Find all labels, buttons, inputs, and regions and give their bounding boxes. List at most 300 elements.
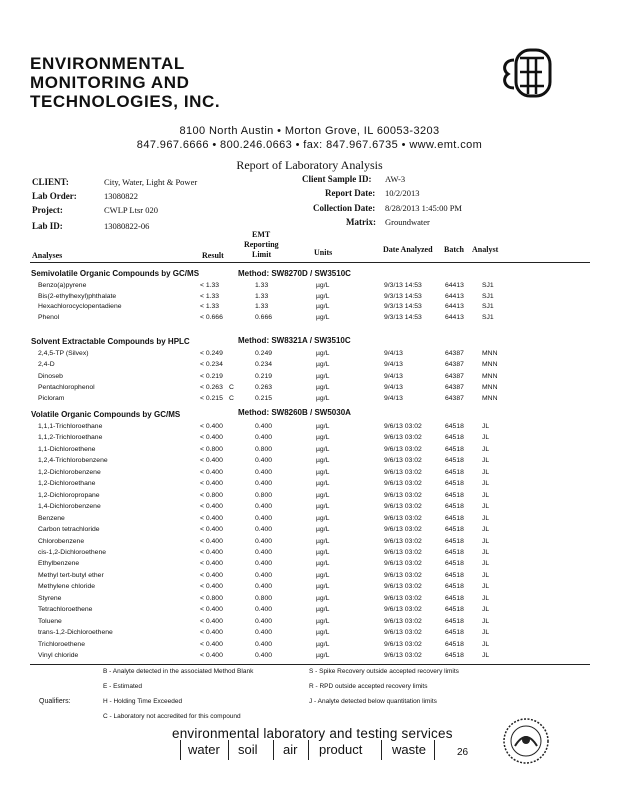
- units-cell: µg/L: [316, 617, 330, 625]
- service-air: air: [283, 742, 298, 757]
- units-cell: µg/L: [316, 292, 330, 300]
- table-row: [0, 503, 619, 514]
- units-cell: µg/L: [316, 383, 330, 391]
- analyst-cell: JL: [482, 526, 490, 534]
- units-cell: µg/L: [316, 652, 330, 659]
- date-analyzed-cell: 9/6/13 03:02: [384, 560, 422, 568]
- analyte-cell: Dinoseb: [38, 372, 63, 380]
- analyst-cell: SJ1: [482, 292, 494, 300]
- col-reporting: Reporting: [244, 240, 279, 249]
- units-cell: µg/L: [316, 480, 330, 488]
- table-row: [0, 526, 619, 537]
- batch-cell: 64387: [445, 361, 464, 369]
- table-row: [0, 293, 619, 304]
- batch-cell: 64518: [445, 468, 464, 476]
- report-title: Report of Laboratory Analysis: [236, 158, 383, 172]
- analyst-cell: JL: [482, 652, 490, 659]
- units-cell: µg/L: [316, 594, 330, 602]
- date-analyzed-cell: 9/6/13 03:02: [384, 617, 422, 625]
- batch-cell: 64413: [445, 313, 464, 321]
- date-analyzed-cell: 9/6/13 03:02: [384, 526, 422, 534]
- batch-cell: 64518: [445, 491, 464, 499]
- table-row: [0, 538, 619, 549]
- analyte-cell: 1,2-Dichloroethane: [38, 480, 96, 488]
- batch-cell: 64387: [445, 350, 464, 357]
- section-method: Method: SW8321A / SW3510C: [238, 336, 351, 345]
- table-row: [0, 395, 619, 406]
- date-analyzed-cell: 9/6/13 03:02: [384, 434, 422, 442]
- date-analyzed-cell: 9/6/13 03:02: [384, 629, 422, 637]
- result-cell: < 0.400: [200, 434, 223, 442]
- lab-order-label: Lab Order:: [32, 191, 77, 201]
- contact-numbers: 847.967.6666 • 800.246.0663 • fax: 847.967.6735 • www.emt.com: [136, 139, 483, 151]
- table-row: [0, 384, 619, 395]
- analyte-cell: Picloram: [38, 395, 65, 403]
- qualifier-e: E - Estimated: [103, 683, 143, 690]
- analyte-cell: Chlorobenzene: [38, 537, 85, 545]
- batch-cell: 64518: [445, 606, 464, 614]
- result-cell: < 0.400: [200, 423, 223, 430]
- footer-divider: [308, 740, 309, 760]
- units-cell: µg/L: [316, 372, 330, 380]
- analyst-cell: JL: [482, 503, 490, 511]
- qualifier-c: C - Laboratory not accredited for this compound: [103, 713, 241, 720]
- units-cell: µg/L: [316, 395, 330, 403]
- date-analyzed-cell: 9/6/13 03:02: [384, 594, 422, 602]
- result-cell: < 0.666: [200, 313, 223, 321]
- reporting-limit-cell: 1.33: [255, 292, 269, 300]
- result-cell: < 0.400: [200, 480, 223, 488]
- analyst-cell: SJ1: [482, 282, 494, 289]
- table-row: [0, 373, 619, 384]
- date-analyzed-cell: 9/3/13 14:53: [384, 282, 422, 289]
- col-date-analyzed: Date Analyzed: [383, 245, 433, 254]
- analyst-cell: JL: [482, 480, 490, 488]
- units-cell: µg/L: [316, 640, 330, 648]
- table-row: [0, 560, 619, 571]
- analyst-cell: MNN: [482, 395, 498, 403]
- lab-id-label: Lab ID:: [32, 221, 63, 231]
- units-cell: µg/L: [316, 526, 330, 534]
- analyte-cell: Methylene chloride: [38, 583, 96, 591]
- qualifier-cell: C: [229, 395, 234, 403]
- batch-cell: 64518: [445, 514, 464, 522]
- accreditation-seal-icon: [501, 716, 551, 766]
- date-analyzed-cell: 9/4/13: [384, 372, 403, 380]
- matrix-value: Groundwater: [385, 217, 430, 227]
- reporting-limit-cell: 0.400: [255, 526, 273, 534]
- date-analyzed-cell: 9/6/13 03:02: [384, 480, 422, 488]
- table-row: [0, 434, 619, 445]
- units-cell: µg/L: [316, 548, 330, 556]
- result-cell: < 0.400: [200, 503, 223, 511]
- table-row: [0, 515, 619, 526]
- reporting-limit-cell: 0.234: [255, 361, 273, 369]
- project-label: Project:: [32, 205, 63, 215]
- collection-date-value: 8/28/2013 1:45:00 PM: [385, 203, 462, 213]
- qualifier-b: B - Analyte detected in the associated Method Blank: [103, 668, 254, 675]
- matrix-label: Matrix:: [346, 217, 376, 227]
- reporting-limit-cell: 0.400: [255, 537, 273, 545]
- company-name: [30, 54, 220, 111]
- result-cell: < 0.263: [200, 383, 223, 391]
- units-cell: µg/L: [316, 434, 330, 442]
- qualifier-s: S - Spike Recovery outside accepted recovery limits: [309, 668, 459, 675]
- date-analyzed-cell: 9/6/13 03:02: [384, 457, 422, 465]
- analyst-cell: MNN: [482, 350, 498, 357]
- units-cell: µg/L: [316, 350, 330, 357]
- units-cell: µg/L: [316, 313, 330, 321]
- table-row: [0, 457, 619, 468]
- date-analyzed-cell: 9/6/13 03:02: [384, 606, 422, 614]
- reporting-limit-cell: 1.33: [255, 303, 269, 310]
- units-cell: µg/L: [316, 560, 330, 568]
- analyte-cell: Benzene: [38, 514, 65, 522]
- result-cell: < 0.249: [200, 350, 223, 357]
- qualifier-h: H - Holding Time Exceeded: [103, 698, 183, 705]
- footer-divider: [381, 740, 382, 760]
- result-cell: < 0.800: [200, 594, 223, 602]
- section-method: Method: SW8260B / SW5030A: [238, 408, 351, 417]
- result-cell: < 0.400: [200, 640, 223, 648]
- table-row: [0, 492, 619, 503]
- result-cell: < 0.400: [200, 468, 223, 476]
- analyte-cell: Hexachlorocyclopentadiene: [38, 303, 122, 310]
- result-cell: < 1.33: [200, 282, 220, 289]
- table-row: [0, 618, 619, 629]
- analyte-cell: 1,4-Dichlorobenzene: [38, 503, 101, 511]
- table-row: [0, 652, 619, 663]
- table-row: [0, 583, 619, 594]
- batch-cell: 64413: [445, 303, 464, 310]
- table-row: [0, 350, 619, 361]
- analyte-cell: Tetrachloroethene: [38, 606, 93, 614]
- reporting-limit-cell: 0.666: [255, 313, 273, 321]
- col-analyses: Analyses: [32, 251, 63, 260]
- date-analyzed-cell: 9/6/13 03:02: [384, 445, 422, 453]
- company-line-3: TECHNOLOGIES, INC.: [30, 92, 221, 111]
- batch-cell: 64518: [445, 617, 464, 625]
- table-row: [0, 595, 619, 606]
- date-analyzed-cell: 9/4/13: [384, 383, 403, 391]
- result-cell: < 0.800: [200, 491, 223, 499]
- table-row: [0, 469, 619, 480]
- batch-cell: 64518: [445, 434, 464, 442]
- reporting-limit-cell: 0.400: [255, 629, 273, 637]
- analyst-cell: JL: [482, 606, 490, 614]
- units-cell: µg/L: [316, 457, 330, 465]
- col-limit: Limit: [252, 250, 272, 259]
- table-row: [0, 641, 619, 652]
- result-cell: < 1.33: [200, 292, 220, 300]
- analyst-cell: JL: [482, 537, 490, 545]
- emt-logo-icon: [498, 46, 554, 102]
- col-batch: Batch: [444, 245, 464, 254]
- reporting-limit-cell: 0.215: [255, 395, 273, 403]
- units-cell: µg/L: [316, 629, 330, 637]
- units-cell: µg/L: [316, 583, 330, 591]
- reporting-limit-cell: 0.800: [255, 594, 273, 602]
- footer-divider: [273, 740, 274, 760]
- analyte-cell: 2,4-D: [38, 361, 55, 369]
- result-cell: < 0.400: [200, 560, 223, 568]
- analyst-cell: JL: [482, 583, 490, 591]
- batch-cell: 64518: [445, 629, 464, 637]
- analyte-cell: cis-1,2-Dichloroethene: [38, 548, 107, 556]
- result-cell: < 0.215: [200, 395, 223, 403]
- date-analyzed-cell: 9/3/13 14:53: [384, 303, 422, 310]
- units-cell: µg/L: [316, 282, 330, 289]
- analyte-cell: Vinyl chloride: [38, 652, 79, 659]
- units-cell: µg/L: [316, 445, 330, 453]
- date-analyzed-cell: 9/3/13 14:53: [384, 292, 422, 300]
- reporting-limit-cell: 0.800: [255, 491, 273, 499]
- report-date-label: Report Date:: [325, 188, 376, 198]
- result-cell: < 0.400: [200, 606, 223, 614]
- date-analyzed-cell: 9/6/13 03:02: [384, 503, 422, 511]
- analyst-cell: MNN: [482, 361, 498, 369]
- units-cell: µg/L: [316, 606, 330, 614]
- qualifier-cell: C: [229, 383, 234, 391]
- result-cell: < 0.219: [200, 372, 223, 380]
- service-product: product: [319, 742, 363, 757]
- table-row: [0, 314, 619, 325]
- analyst-cell: JL: [482, 617, 490, 625]
- lab-order-value: 13080822: [104, 191, 138, 201]
- batch-cell: 64518: [445, 583, 464, 591]
- section-method: Method: SW8270D / SW3510C: [238, 269, 351, 278]
- batch-cell: 64413: [445, 282, 464, 289]
- client-label: CLIENT:: [32, 177, 69, 187]
- batch-cell: 64518: [445, 526, 464, 534]
- analyst-cell: JL: [482, 491, 490, 499]
- col-result: Result: [202, 251, 224, 260]
- table-row: [0, 549, 619, 560]
- batch-cell: 64518: [445, 457, 464, 465]
- reporting-limit-cell: 0.400: [255, 652, 273, 659]
- reporting-limit-cell: 0.400: [255, 640, 273, 648]
- lab-id-value: 13080822-06: [104, 221, 150, 231]
- result-cell: < 0.400: [200, 617, 223, 625]
- reporting-limit-cell: 0.400: [255, 514, 273, 522]
- batch-cell: 64387: [445, 383, 464, 391]
- analyte-cell: Phenol: [38, 313, 60, 321]
- batch-cell: 64518: [445, 652, 464, 659]
- date-analyzed-cell: 9/6/13 03:02: [384, 537, 422, 545]
- table-row: [0, 303, 619, 314]
- reporting-limit-cell: 0.219: [255, 372, 273, 380]
- col-emt: EMT: [252, 230, 271, 239]
- footer-tagline: environmental laboratory and testing services: [172, 726, 453, 741]
- client-value: City, Water, Light & Power: [104, 177, 198, 187]
- service-soil: soil: [238, 742, 258, 757]
- project-value: CWLP Ltsr 020: [104, 205, 158, 215]
- analyst-cell: JL: [482, 457, 490, 465]
- batch-cell: 64518: [445, 445, 464, 453]
- reporting-limit-cell: 0.400: [255, 548, 273, 556]
- analyst-cell: JL: [482, 445, 490, 453]
- table-row: [0, 361, 619, 372]
- batch-cell: 64518: [445, 423, 464, 430]
- analyte-cell: Pentachlorophenol: [38, 383, 95, 391]
- analyst-cell: JL: [482, 514, 490, 522]
- reporting-limit-cell: 0.400: [255, 583, 273, 591]
- sample-id-value: AW-3: [385, 174, 406, 184]
- analyte-cell: Styrene: [38, 594, 62, 602]
- footer-divider: [434, 740, 435, 760]
- analyst-cell: JL: [482, 594, 490, 602]
- company-line-1: ENVIRONMENTAL: [30, 54, 185, 73]
- reporting-limit-cell: 0.400: [255, 571, 273, 579]
- footer-divider: [180, 740, 181, 760]
- date-analyzed-cell: 9/4/13: [384, 350, 403, 357]
- date-analyzed-cell: 9/6/13 03:02: [384, 571, 422, 579]
- header-divider: [30, 262, 590, 263]
- analyte-cell: 1,1-Dichloroethene: [38, 445, 96, 453]
- units-cell: µg/L: [316, 537, 330, 545]
- table-row: [0, 480, 619, 491]
- reporting-limit-cell: 0.400: [255, 457, 273, 465]
- units-cell: µg/L: [316, 491, 330, 499]
- units-cell: µg/L: [316, 303, 330, 310]
- footer-divider: [228, 740, 229, 760]
- result-cell: < 0.234: [200, 361, 223, 369]
- batch-cell: 64518: [445, 594, 464, 602]
- analyst-cell: MNN: [482, 383, 498, 391]
- reporting-limit-cell: 0.400: [255, 606, 273, 614]
- analyte-cell: Bis(2-ethylhexyl)phthalate: [38, 292, 117, 300]
- table-row: [0, 282, 619, 293]
- batch-cell: 64387: [445, 395, 464, 403]
- units-cell: µg/L: [316, 503, 330, 511]
- batch-cell: 64413: [445, 292, 464, 300]
- date-analyzed-cell: 9/6/13 03:02: [384, 468, 422, 476]
- units-cell: µg/L: [316, 423, 330, 430]
- reporting-limit-cell: 0.249: [255, 350, 273, 357]
- address: 8100 North Austin • Morton Grove, IL 60053-3203: [179, 125, 440, 137]
- analyst-cell: JL: [482, 423, 490, 430]
- sample-id-label: Client Sample ID:: [302, 174, 372, 184]
- analyst-cell: JL: [482, 560, 490, 568]
- batch-cell: 64387: [445, 372, 464, 380]
- analyte-cell: 1,2-Dichloropropane: [38, 491, 100, 499]
- result-cell: < 0.400: [200, 457, 223, 465]
- qualifier-j: J - Analyte detected below quantitation limits: [309, 698, 437, 705]
- batch-cell: 64518: [445, 537, 464, 545]
- result-cell: < 0.800: [200, 445, 223, 453]
- table-bottom-divider: [30, 664, 590, 665]
- analyte-cell: Ethylbenzene: [38, 560, 80, 568]
- analyte-cell: Trichloroethene: [38, 640, 85, 648]
- result-cell: < 0.400: [200, 583, 223, 591]
- service-water: water: [188, 742, 220, 757]
- batch-cell: 64518: [445, 640, 464, 648]
- collection-date-label: Collection Date:: [313, 203, 376, 213]
- analyst-cell: JL: [482, 548, 490, 556]
- result-cell: < 0.400: [200, 548, 223, 556]
- batch-cell: 64518: [445, 480, 464, 488]
- reporting-limit-cell: 0.800: [255, 445, 273, 453]
- result-cell: < 0.400: [200, 629, 223, 637]
- section-title: Semivolatile Organic Compounds by GC/MS: [31, 269, 200, 278]
- reporting-limit-cell: 1.33: [255, 282, 269, 289]
- result-cell: < 0.400: [200, 537, 223, 545]
- units-cell: µg/L: [316, 361, 330, 369]
- analyte-cell: Toluene: [38, 617, 62, 625]
- analyte-cell: Carbon tetrachloride: [38, 526, 100, 534]
- analyst-cell: SJ1: [482, 303, 494, 310]
- result-cell: < 0.400: [200, 514, 223, 522]
- analyte-cell: 1,1,1-Trichloroethane: [38, 423, 103, 430]
- date-analyzed-cell: 9/6/13 03:02: [384, 548, 422, 556]
- date-analyzed-cell: 9/4/13: [384, 395, 403, 403]
- batch-cell: 64518: [445, 560, 464, 568]
- table-row: [0, 572, 619, 583]
- report-date-value: 10/2/2013: [385, 188, 420, 198]
- analyte-cell: trans-1,2-Dichloroethene: [38, 629, 113, 637]
- table-row: [0, 423, 619, 434]
- date-analyzed-cell: 9/6/13 03:02: [384, 423, 422, 430]
- section-title: Solvent Extractable Compounds by HPLC: [31, 337, 190, 346]
- analyte-cell: 1,2-Dichlorobenzene: [38, 468, 101, 476]
- date-analyzed-cell: 9/6/13 03:02: [384, 640, 422, 648]
- units-cell: µg/L: [316, 468, 330, 476]
- units-cell: µg/L: [316, 571, 330, 579]
- analyst-cell: JL: [482, 468, 490, 476]
- company-line-2: MONITORING AND: [30, 73, 190, 92]
- table-row: [0, 629, 619, 640]
- reporting-limit-cell: 0.263: [255, 383, 273, 391]
- analyte-cell: Benzo(a)pyrene: [38, 282, 87, 289]
- col-analyst: Analyst: [472, 245, 499, 254]
- reporting-limit-cell: 0.400: [255, 560, 273, 568]
- analyte-cell: 2,4,5-TP (Silvex): [38, 350, 89, 357]
- service-waste: waste: [392, 742, 426, 757]
- batch-cell: 64518: [445, 548, 464, 556]
- date-analyzed-cell: 9/6/13 03:02: [384, 583, 422, 591]
- date-analyzed-cell: 9/4/13: [384, 361, 403, 369]
- reporting-limit-cell: 0.400: [255, 480, 273, 488]
- page-number: 26: [457, 747, 469, 758]
- analyst-cell: SJ1: [482, 313, 494, 321]
- analyst-cell: JL: [482, 434, 490, 442]
- table-row: [0, 606, 619, 617]
- date-analyzed-cell: 9/3/13 14:53: [384, 313, 422, 321]
- analyte-cell: 1,1,2-Trichloroethane: [38, 434, 103, 442]
- analyte-cell: 1,2,4-Trichlorobenzene: [38, 457, 108, 465]
- units-cell: µg/L: [316, 514, 330, 522]
- reporting-limit-cell: 0.400: [255, 434, 273, 442]
- batch-cell: 64518: [445, 571, 464, 579]
- analyte-cell: Methyl tert-butyl ether: [38, 571, 104, 579]
- analyst-cell: MNN: [482, 372, 498, 380]
- reporting-limit-cell: 0.400: [255, 468, 273, 476]
- batch-cell: 64518: [445, 503, 464, 511]
- reporting-limit-cell: 0.400: [255, 423, 273, 430]
- section-title: Volatile Organic Compounds by GC/MS: [31, 410, 181, 419]
- result-cell: < 0.400: [200, 652, 223, 659]
- col-units: Units: [314, 248, 333, 257]
- date-analyzed-cell: 9/6/13 03:02: [384, 514, 422, 522]
- analyst-cell: JL: [482, 640, 490, 648]
- qualifiers-label: Qualifiers:: [39, 698, 71, 705]
- reporting-limit-cell: 0.400: [255, 617, 273, 625]
- analyst-cell: JL: [482, 571, 490, 579]
- analyst-cell: JL: [482, 629, 490, 637]
- qualifier-r: R - RPD outside accepted recovery limits: [309, 683, 428, 690]
- date-analyzed-cell: 9/6/13 03:02: [384, 652, 422, 659]
- result-cell: < 0.400: [200, 571, 223, 579]
